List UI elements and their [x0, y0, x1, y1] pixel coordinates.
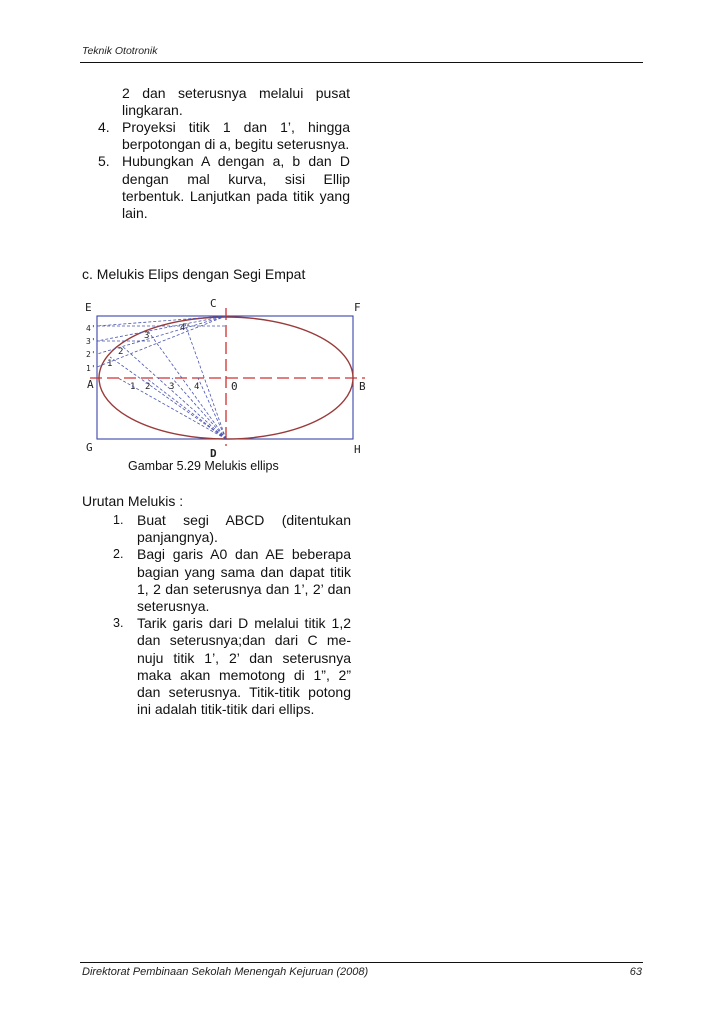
label-p3: 3 [169, 382, 175, 392]
list-item-number: 5. [98, 153, 110, 170]
steps-title: Urutan Melukis : [82, 493, 184, 509]
list-item-number: 3. [113, 616, 124, 631]
label-q1: 1' [86, 364, 96, 373]
page-number: 63 [629, 966, 642, 978]
list-item-text: Buat segi ABCD (ditentukan panjangnya). [137, 512, 351, 546]
label-h: H [354, 443, 361, 456]
section-heading: c. Melukis Elips dengan Segi Empat [82, 266, 306, 282]
footer-text: Direktorat Pembinaan Sekolah Menengah Kejuruan (2008) [82, 966, 369, 978]
label-s3: 3 [144, 331, 150, 341]
label-p2: 2 [145, 382, 151, 392]
label-s4: 4' [180, 323, 191, 333]
label-q4: 4' [86, 324, 96, 333]
ellipse-figure [82, 294, 372, 464]
footer-rule [80, 962, 643, 963]
list-item-number: 4. [98, 119, 110, 135]
label-g: G [86, 441, 93, 454]
list-item [113, 512, 351, 546]
label-p1: 1 [130, 382, 136, 392]
list-item [98, 153, 350, 222]
list-item [113, 546, 351, 615]
label-s2: 2 [118, 347, 124, 357]
label-q2: 2' [86, 350, 96, 359]
header-rule [80, 62, 643, 63]
list-item-text: Tarik garis dari D melalui titik 1,2 dan seterusnya;dan dari C me-nuju titik 1’, 2’ dan seterusnya maka akan memotong di 1”, 2” dan seterusnya. Titik-titik potong ini adalah titik-titik dari ellips. [137, 615, 351, 718]
list-item-text: Bagi garis A0 dan AE beberapa bagian yang sama dan dapat titik 1, 2 dan seterusnya dan 1’, 2’ dan seterusnya. [137, 546, 351, 615]
label-s1: 1 [107, 359, 113, 369]
list-item-text: Proyeksi titik 1 dan 1’, hingga berpotongan di a, begitu seterusnya. [122, 119, 350, 153]
list-item-number: 2. [113, 547, 124, 562]
label-b: B [359, 380, 366, 393]
procedure-list-a [98, 119, 350, 222]
label-f: F [354, 301, 361, 314]
continuation-text: 2 dan seterusnya melalui pusat lingkaran. [122, 85, 350, 119]
ellipse-diagram [82, 294, 372, 464]
label-e: E [85, 301, 92, 314]
list-item-number: 1. [113, 513, 124, 527]
label-p4: 4 [194, 382, 200, 392]
drawing-steps-list [113, 512, 351, 718]
label-a: A [87, 378, 94, 391]
list-item [113, 615, 351, 718]
list-item-text: Hubungkan A dengan a, b dan D dengan mal kurva, sisi Ellip terbentuk. Lanjutkan pada titik yang lain. [122, 153, 350, 222]
figure-caption: Gambar 5.29 Melukis ellips [128, 459, 279, 473]
label-q3: 3' [86, 337, 96, 346]
list-item [98, 119, 350, 153]
label-d: D [210, 447, 217, 460]
header-title: Teknik Ototronik [82, 45, 158, 57]
label-c: C [210, 297, 217, 310]
label-o: 0 [231, 380, 238, 393]
